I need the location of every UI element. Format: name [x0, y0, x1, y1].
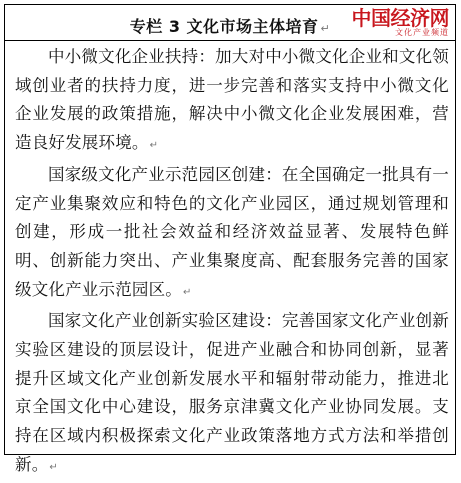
- paragraph-body: 加大对中小微文化企业和文化领域创业者的扶持力度，进一步完善和落实支持中小微文化企业发展的政策措施，解决中小微文化企业发展困难，营造良好发展环境。: [15, 47, 449, 153]
- paragraph-demo-park: [15, 161, 449, 308]
- paragraph-lead: 中小微文化企业扶持：: [48, 47, 216, 66]
- paragraph-body: 完善国家文化产业创新实验区建设的顶层设计，促进产业融合和协同创新，显著提升区域文化产业创新发展水平和辐射带动能力，推进北京全国文化中心建设，服务京津冀文化产业协同发展。支持在区域内积极探索文化产业政策落地方式方法和举措创新。: [15, 311, 449, 474]
- paragraph-body: 在全国确定一批具有一定产业集聚效应和特色的文化产业园区，通过规划管理和创建，形成一批社会效益和经济效益显著、发展特色鲜明、创新能力突出、产业集聚度高、配套服务完善的国家级文化产业示范园区。: [15, 164, 449, 299]
- paragraph-mark-icon: ↵: [183, 286, 192, 298]
- sidebar-box: [4, 4, 456, 474]
- logo-subtitle: 文化产业频道: [395, 28, 449, 37]
- paragraph-mark-icon: ↵: [49, 461, 58, 473]
- paragraph-innovation-zone: [15, 307, 449, 482]
- site-logo: [352, 8, 450, 37]
- box-header: [5, 5, 455, 41]
- box-content: [15, 43, 449, 483]
- logo-text: 中国经济网: [351, 6, 449, 30]
- paragraph-sme-support: [15, 43, 449, 161]
- paragraph-mark-icon: ↵: [320, 22, 331, 35]
- paragraph-lead: 国家级文化产业示范园区创建：: [48, 164, 282, 184]
- paragraph-mark-icon: ↵: [149, 140, 159, 152]
- paragraph-lead: 国家文化产业创新实验区建设：: [48, 311, 282, 331]
- title-text: 专栏 3 文化市场主体培育: [129, 17, 319, 36]
